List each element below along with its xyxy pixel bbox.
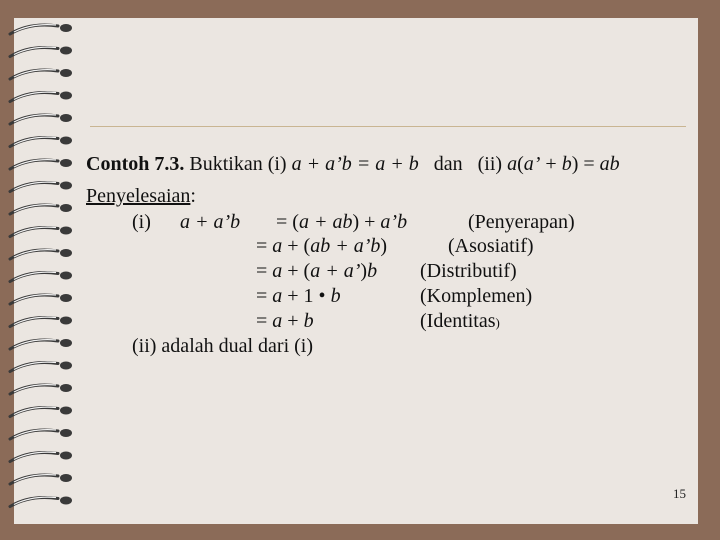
example-ii: (ii) [477, 153, 503, 175]
binding-hole [60, 92, 72, 100]
binding-ring [10, 228, 58, 237]
step-3-prefix: = [256, 260, 273, 282]
step-3-term2: a + a’ [310, 260, 361, 282]
expr2-b: b [561, 153, 572, 175]
binding-ring [10, 295, 58, 304]
step-4-term2: b [330, 285, 341, 307]
step-1-prefix: = ( [276, 211, 299, 233]
step-4-prefix: = [256, 285, 273, 307]
binding-ring [10, 453, 58, 462]
step-1-term2: a’b [380, 211, 408, 233]
expr2-ab: ab [599, 153, 620, 175]
step-2-end: ) [380, 235, 388, 257]
binding-hole [60, 47, 72, 55]
horizontal-rule [90, 126, 686, 127]
binding-ring [10, 70, 58, 79]
binding-ring [10, 115, 58, 124]
step-4-expression [256, 284, 341, 308]
binding-ring [10, 363, 58, 372]
page-number: 15 [673, 486, 686, 501]
expr2-a: a [507, 153, 518, 175]
binding-hole [60, 24, 72, 32]
binding-ring [10, 48, 58, 57]
binding-hole [60, 384, 72, 392]
expr2-paren: ( [517, 153, 524, 175]
step-4-term: a [272, 285, 283, 307]
step-1-term: a + ab [298, 211, 353, 233]
step-3-end: ) [360, 260, 368, 282]
binding-ring [10, 160, 58, 169]
step-3-reason: (Distributif) [420, 260, 517, 282]
step-1-reason: (Penyerapan) [468, 211, 575, 233]
step-5-expression [256, 309, 314, 333]
binding-hole [60, 137, 72, 145]
step-1-suffix: ) + [352, 211, 381, 233]
binding-hole [60, 272, 72, 280]
binding-ring [10, 250, 58, 259]
binding-ring [10, 430, 58, 439]
step-3-term: a [272, 260, 283, 282]
binding-hole [60, 204, 72, 212]
step-5-reason [420, 309, 500, 335]
binding-ring [10, 498, 58, 507]
example-and: dan [433, 153, 463, 175]
step-2-prefix: = [256, 235, 273, 257]
binding-ring [10, 385, 58, 394]
example-heading [86, 152, 620, 176]
step-1-expression [276, 210, 407, 234]
step-5-reason-text: (Identitas [420, 310, 496, 332]
binding-hole [60, 429, 72, 437]
expr2-plus: + [540, 153, 562, 175]
binding-hole [60, 317, 72, 325]
example-label: Contoh 7.3. [86, 153, 185, 175]
binding-hole [60, 114, 72, 122]
expr2-close: ) = [571, 153, 600, 175]
step-3-term3: b [367, 260, 378, 282]
step-5-prefix: = [256, 310, 273, 332]
binding-hole [60, 249, 72, 257]
part-ii-text: (ii) adalah dual dari (i) [132, 335, 314, 357]
binding-ring [10, 340, 58, 349]
binding-ring [10, 408, 58, 417]
binding-ring [10, 93, 58, 102]
binding-hole [60, 407, 72, 415]
step-5-term: a [272, 310, 283, 332]
binding-hole [60, 227, 72, 235]
step-2-reason: (Asosiatif) [448, 235, 534, 257]
step-2-term: a [272, 235, 283, 257]
binding-hole [60, 339, 72, 347]
step-4-suffix: + 1 • [282, 285, 331, 307]
solution-heading [86, 184, 196, 208]
part-i-marker: (i) [132, 211, 151, 233]
part-i-lhs: a + a’b [180, 211, 241, 233]
step-2-term2: ab + a’b [310, 235, 381, 257]
binding-ring [10, 183, 58, 192]
step-3-expression [256, 259, 377, 283]
solution-colon: : [190, 185, 196, 207]
step-2-suffix: + ( [282, 235, 311, 257]
binding-ring [10, 475, 58, 484]
binding-ring [10, 138, 58, 147]
binding-ring [10, 318, 58, 327]
step-3-suffix: + ( [282, 260, 311, 282]
example-prove-text: Buktikan (i) [189, 153, 287, 175]
step-5-term2: b [303, 310, 314, 332]
spiral-binding [0, 0, 90, 540]
binding-ring [10, 25, 58, 34]
step-5-reason-end: ) [495, 315, 500, 330]
binding-hole [60, 69, 72, 77]
step-4-reason: (Komplemen) [420, 285, 533, 307]
example-expression-1: a + a’b = a + b [291, 153, 419, 175]
binding-hole [60, 294, 72, 302]
binding-hole [60, 452, 72, 460]
binding-ring [10, 273, 58, 282]
binding-ring [10, 205, 58, 214]
binding-hole [60, 159, 72, 167]
solution-label: Penyelesaian [86, 185, 191, 207]
expr2-a-prime: a’ [523, 153, 541, 175]
binding-hole [60, 474, 72, 482]
step-2-expression [256, 234, 387, 258]
binding-hole [60, 182, 72, 190]
step-5-suffix: + [282, 310, 304, 332]
binding-hole [60, 362, 72, 370]
binding-hole [60, 497, 72, 505]
